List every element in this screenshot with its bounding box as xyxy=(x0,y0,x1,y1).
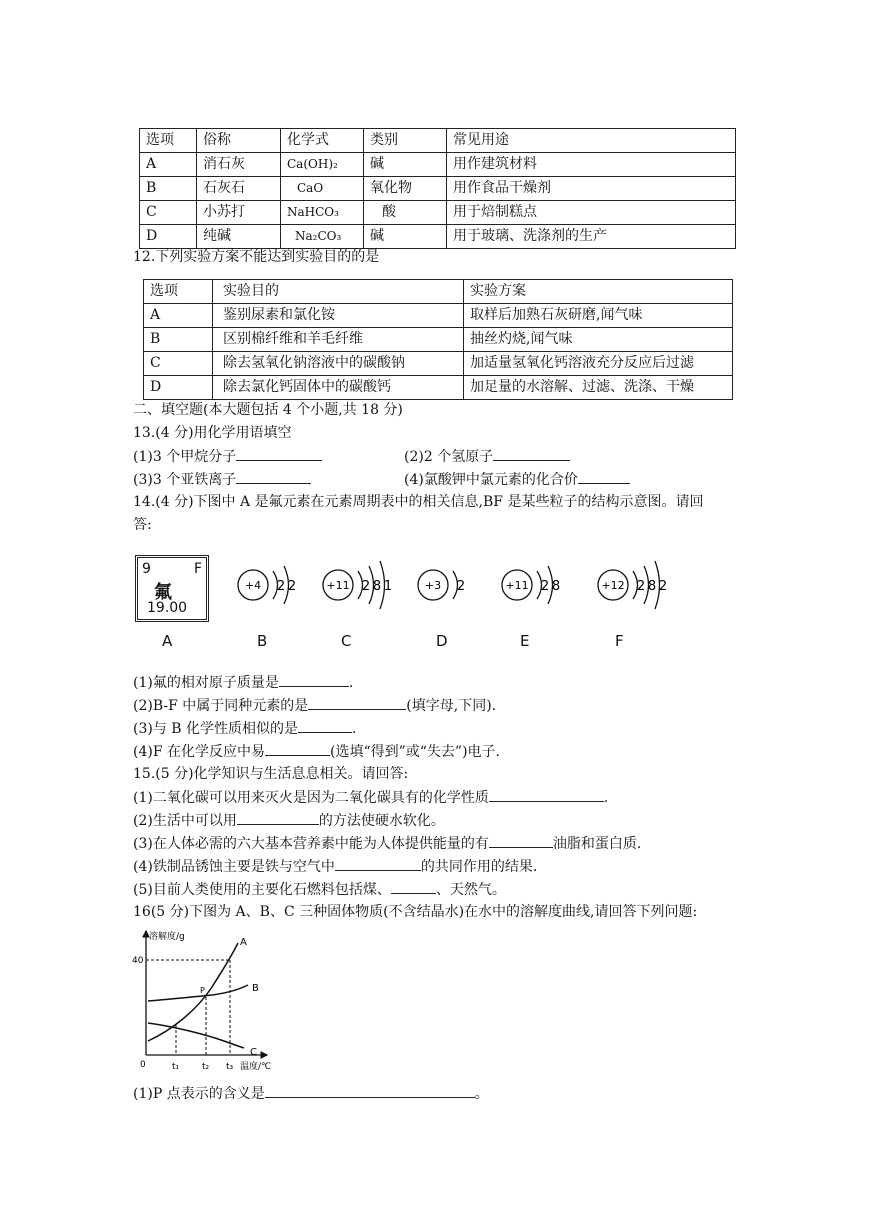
table-cell: 酸 xyxy=(364,201,447,225)
table-cell: 消石灰 xyxy=(197,153,281,177)
table-row xyxy=(144,304,733,328)
curve-c-label: C xyxy=(250,1047,257,1058)
answer-blank[interactable] xyxy=(489,787,604,802)
table-cell: 氧化物 xyxy=(364,177,447,201)
q14-part-1-end: . xyxy=(348,675,354,691)
y-axis-label: 溶解度/g xyxy=(149,932,185,942)
table-cell: Ca(OH)₂ xyxy=(281,153,364,177)
electron-count: 8 xyxy=(647,579,657,594)
x-tick-t2: t₂ xyxy=(202,1062,210,1072)
q13-part-3-text: (3)3 个亚铁离子 xyxy=(133,472,237,488)
table-cell: C xyxy=(144,352,213,376)
atomic-number: 9 xyxy=(142,561,151,577)
table-cell: B xyxy=(140,177,197,201)
q15-part-5 xyxy=(133,879,506,900)
q15-part-2-end: 的方法使硬水软化。 xyxy=(318,813,445,829)
electron-count: 8 xyxy=(551,579,561,594)
q14-part-3-end: . xyxy=(352,721,357,737)
particles-group xyxy=(238,561,667,609)
q15-part-4-end: 的共同作用的结果. xyxy=(420,859,538,875)
q15-part-5-end: 、天然气。 xyxy=(435,882,506,898)
nucleus-charge: +3 xyxy=(424,579,442,592)
figure-label: F xyxy=(615,632,624,650)
q13-part-4 xyxy=(404,469,630,490)
electron-count: 2 xyxy=(540,579,550,594)
table-cell: 加足量的水溶解、过滤、洗涤、干燥 xyxy=(464,376,733,400)
q13-part-2 xyxy=(404,446,570,467)
table-header-cell: 常见用途 xyxy=(447,129,736,153)
solubility-curve-chart xyxy=(132,925,277,1075)
table-cell: CaO xyxy=(281,177,364,201)
table-header-row xyxy=(140,129,736,153)
atomic-mass: 19.00 xyxy=(147,600,188,616)
curve-a-label: A xyxy=(240,937,247,948)
electron-count: 8 xyxy=(372,579,382,594)
q14-part-1 xyxy=(133,672,353,693)
q15-part-2 xyxy=(133,810,445,831)
y-tick-40: 40 xyxy=(132,956,144,966)
curve-b-label: B xyxy=(252,983,259,994)
table-cell: NaHCO₃ xyxy=(281,201,364,225)
table-cell: 鉴别尿素和氯化铵 xyxy=(213,304,464,328)
table-cell: 用于焙制糕点 xyxy=(447,201,736,225)
table-row xyxy=(144,352,733,376)
table-cell: D xyxy=(140,225,197,249)
table-cell: A xyxy=(144,304,213,328)
table-cell: 除去氢氧化钠溶液中的碳酸钠 xyxy=(213,352,464,376)
q14-part-3 xyxy=(133,718,356,739)
answer-blank[interactable] xyxy=(489,833,553,848)
q14-part-1-text: (1)氟的相对原子质量是 xyxy=(133,675,279,691)
table-cell: 用于玻璃、洗涤剂的生产 xyxy=(447,225,736,249)
electron-count: 1 xyxy=(383,579,393,594)
q14-part-2-text: (2)B-F 中属于同种元素的是 xyxy=(133,698,309,714)
q15-part-5-text: (5)目前人类使用的主要化石燃料包括煤、 xyxy=(133,882,391,898)
table-header-cell: 俗称 xyxy=(197,129,281,153)
q15-part-1-end: . xyxy=(603,790,609,806)
element-tile xyxy=(135,555,209,622)
particle-diagrams xyxy=(220,545,680,635)
table-row xyxy=(140,201,736,225)
table-header-row xyxy=(144,280,733,304)
figure-label: C xyxy=(341,632,352,650)
q15-part-2-text: (2)生活中可以用 xyxy=(133,813,237,829)
table-experiments xyxy=(143,279,733,400)
q13-part-4-text: (4)氯酸钾中氯元素的化合价 xyxy=(404,472,578,488)
q13-part-2-text: (2)2 个氢原子 xyxy=(404,449,494,465)
table-header-cell: 选项 xyxy=(140,129,197,153)
answer-blank[interactable] xyxy=(236,446,322,461)
table-cell: Na₂CO₃ xyxy=(281,225,364,249)
nucleus-charge: +4 xyxy=(244,579,262,592)
element-symbol: F xyxy=(193,561,202,577)
q15-part-1-text: (1)二氧化碳可以用来灭火是因为二氧化碳具有的化学性质 xyxy=(133,790,489,806)
x-tick-t1: t₁ xyxy=(172,1062,180,1072)
nucleus-charge: +11 xyxy=(326,579,350,592)
q15-part-3-end: 油脂和蛋白质. xyxy=(552,836,642,852)
q13-part-1 xyxy=(133,446,322,467)
q14-part-3-text: (3)与 B 化学性质相似的是 xyxy=(133,721,299,737)
q15-part-4 xyxy=(133,856,537,877)
answer-blank[interactable] xyxy=(493,446,570,461)
table-cell: D xyxy=(144,376,213,400)
point-p-label: P xyxy=(200,986,205,995)
table-header-cell: 化学式 xyxy=(281,129,364,153)
element-name: 氟 xyxy=(154,582,172,603)
table-cell: B xyxy=(144,328,213,352)
table-row xyxy=(144,376,733,400)
electron-count: 2 xyxy=(361,579,371,594)
question-14-title: 14.(4 分)下图中 A 是氟元素在元素周期表中的相关信息,BF 是某些粒子的结构示意图。请回 xyxy=(133,494,704,510)
curve-a xyxy=(148,943,238,1041)
nucleus-charge: +12 xyxy=(601,579,625,592)
origin-label: 0 xyxy=(140,1060,146,1070)
q16-part-1 xyxy=(133,1083,489,1104)
question-13-title: 13.(4 分)用化学用语填空 xyxy=(133,425,292,441)
x-axis-label: 温度/℃ xyxy=(240,1062,272,1072)
table-cell: 区别棉纤维和羊毛纤维 xyxy=(213,328,464,352)
figure-label: A xyxy=(162,632,173,650)
electron-count: 2 xyxy=(456,579,466,594)
q16-part-1-text: (1)P 点表示的含义是 xyxy=(133,1086,265,1102)
electron-count: 2 xyxy=(276,579,286,594)
answer-blank[interactable] xyxy=(236,469,311,484)
question-14-title-cont: 答: xyxy=(133,517,152,533)
table-cell: 小苏打 xyxy=(197,201,281,225)
table-header-cell: 选项 xyxy=(144,280,213,304)
q13-part-1-text: (1)3 个甲烷分子 xyxy=(133,449,237,465)
x-tick-t3: t₃ xyxy=(226,1062,234,1072)
answer-blank[interactable] xyxy=(298,718,352,733)
q14-part-2 xyxy=(133,695,496,716)
question-16-title: 16(5 分)下图为 A、B、C 三种固体物质(不含结晶水)在水中的溶解度曲线,请回答下列问题: xyxy=(133,904,698,920)
table-cell: 抽丝灼烧,闻气味 xyxy=(464,328,733,352)
table-cell: 碱 xyxy=(364,153,447,177)
table-cell: 用作食品干燥剂 xyxy=(447,177,736,201)
figure-label: E xyxy=(520,632,530,650)
nucleus-charge: +11 xyxy=(505,579,529,592)
q14-part-4 xyxy=(133,741,500,762)
table-cell: A xyxy=(140,153,197,177)
section-title: 二、填空题(本大题包括 4 个小题,共 18 分) xyxy=(133,402,403,418)
table-row xyxy=(144,328,733,352)
table-header-cell: 实验方案 xyxy=(464,280,733,304)
figure-label: D xyxy=(436,632,448,650)
answer-blank[interactable] xyxy=(265,1083,475,1098)
q13-part-3 xyxy=(133,469,311,490)
table-row xyxy=(140,153,736,177)
q16-part-1-end: 。 xyxy=(474,1086,489,1102)
table-cell: 石灰石 xyxy=(197,177,281,201)
table-row xyxy=(140,177,736,201)
table-chemicals xyxy=(139,128,736,249)
q14-part-4-text: (4)F 在化学反应中易 xyxy=(133,744,265,760)
table-cell: 碱 xyxy=(364,225,447,249)
answer-blank[interactable] xyxy=(237,810,319,825)
table-cell: 用作建筑材料 xyxy=(447,153,736,177)
answer-blank[interactable] xyxy=(578,469,630,484)
table-cell: 加适量氢氧化钙溶液充分反应后过滤 xyxy=(464,352,733,376)
figure-label: B xyxy=(257,632,268,650)
table-cell: 纯碱 xyxy=(197,225,281,249)
q15-part-1 xyxy=(133,787,608,808)
q14-part-4-end: (选填“得到”或“失去”)电子. xyxy=(330,744,501,760)
answer-blank[interactable] xyxy=(335,856,421,871)
answer-blank[interactable] xyxy=(279,672,349,687)
curve-b xyxy=(148,985,248,1001)
table-cell: 除去氯化钙固体中的碳酸钙 xyxy=(213,376,464,400)
q15-part-4-text: (4)铁制品锈蚀主要是铁与空气中 xyxy=(133,859,335,875)
table-cell: 取样后加熟石灰研磨,闻气味 xyxy=(464,304,733,328)
question-15-title: 15.(5 分)化学知识与生活息息相关。请回答: xyxy=(133,766,409,782)
table-row xyxy=(140,225,736,249)
table-header-cell: 实验目的 xyxy=(213,280,464,304)
q14-part-2-end: (填字母,下同). xyxy=(406,698,497,714)
answer-blank[interactable] xyxy=(391,879,436,894)
electron-count: 2 xyxy=(636,579,646,594)
table-header-cell: 类别 xyxy=(364,129,447,153)
electron-count: 2 xyxy=(287,579,297,594)
answer-blank[interactable] xyxy=(265,741,330,756)
q15-part-3 xyxy=(133,833,641,854)
electron-count: 2 xyxy=(658,579,668,594)
table-cell: C xyxy=(140,201,197,225)
question-12: 12.下列实验方案不能达到实验目的的是 xyxy=(133,249,380,265)
q15-part-3-text: (3)在人体必需的六大基本营养素中能为人体提供能量的有 xyxy=(133,836,489,852)
answer-blank[interactable] xyxy=(308,695,406,710)
